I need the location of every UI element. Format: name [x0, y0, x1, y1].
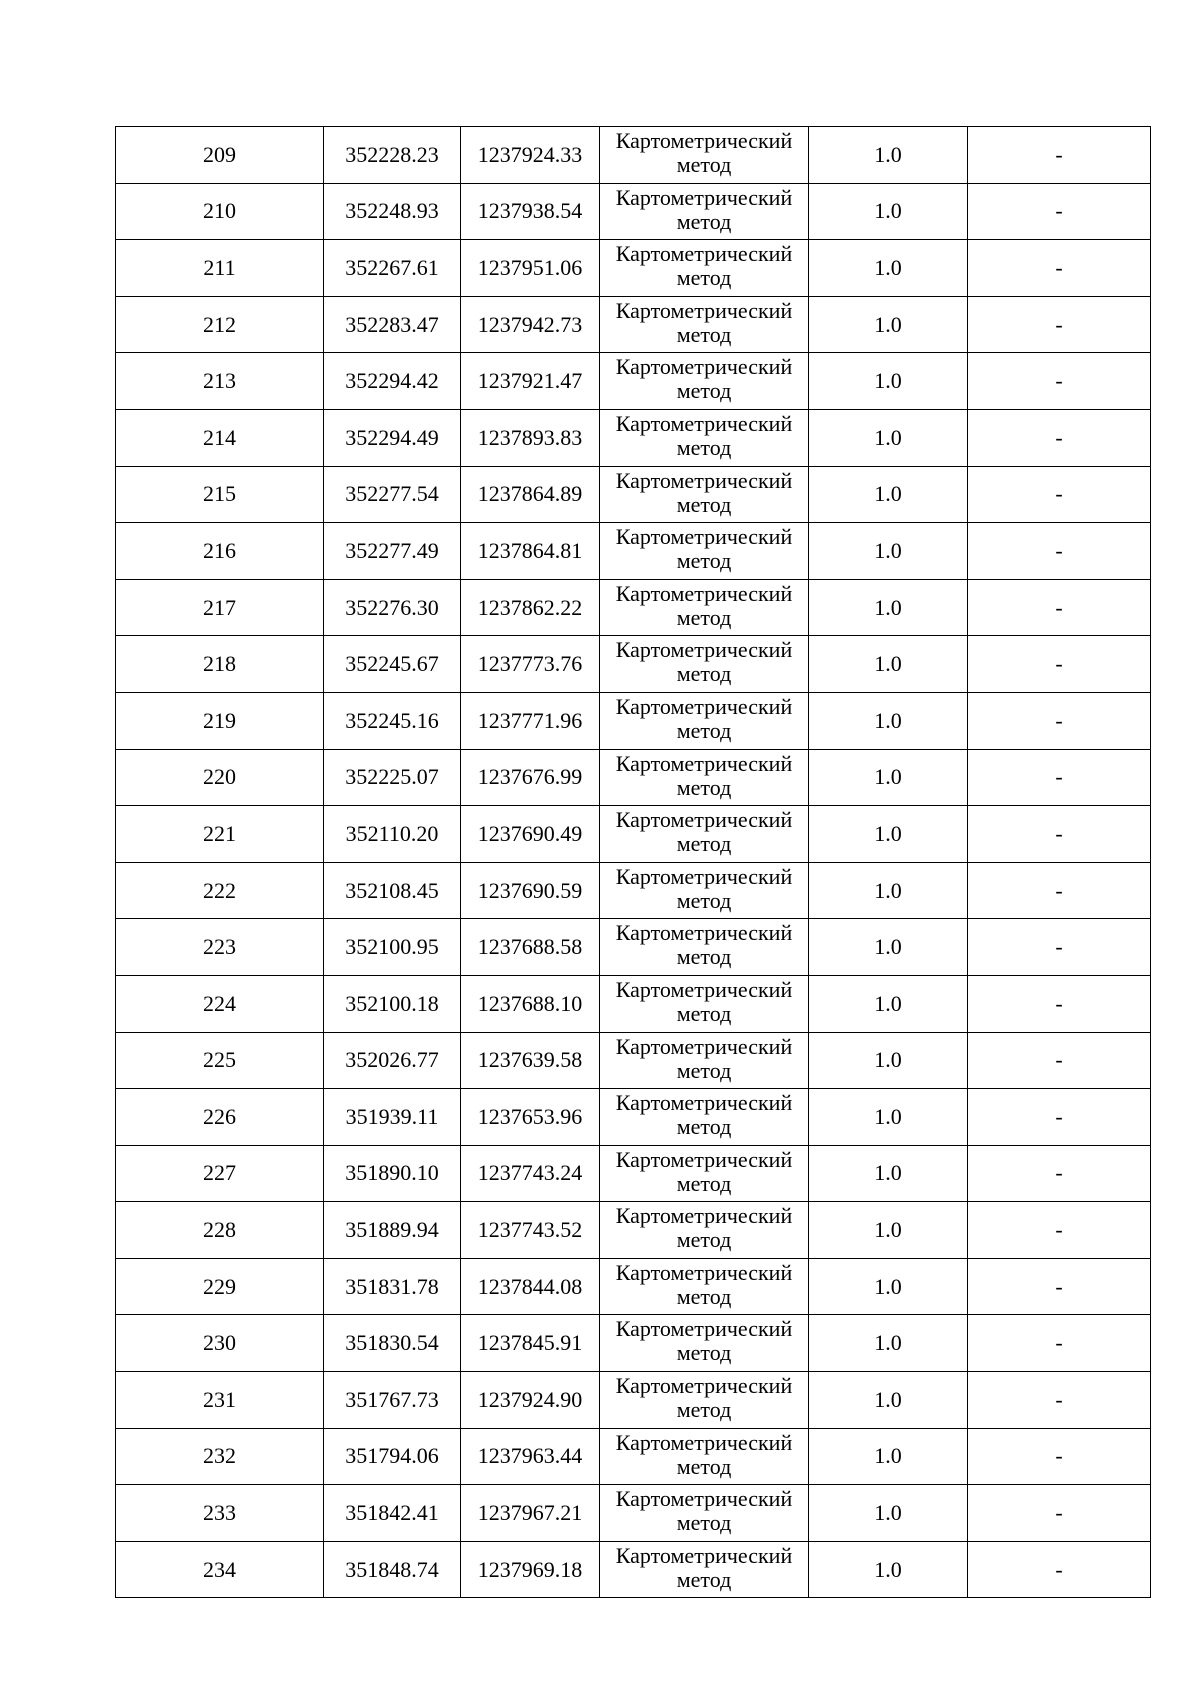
- method-cell: [600, 749, 809, 806]
- x-coordinate-cell: 351889.94: [324, 1202, 461, 1259]
- table-row: [116, 1258, 1151, 1315]
- coordinates-table: [115, 126, 1151, 1598]
- method-cell: [600, 353, 809, 410]
- point-number-cell: 225: [116, 1032, 324, 1089]
- accuracy-cell: 1.0: [809, 1258, 968, 1315]
- accuracy-cell: 1.0: [809, 183, 968, 240]
- note-cell: -: [968, 1202, 1151, 1259]
- method-line-2: метод: [676, 152, 732, 177]
- point-number-cell: 215: [116, 466, 324, 523]
- method-cell: [600, 1145, 809, 1202]
- accuracy-cell: 1.0: [809, 409, 968, 466]
- x-coordinate-cell: 351794.06: [324, 1428, 461, 1485]
- accuracy-cell: 1.0: [809, 1428, 968, 1485]
- note-cell: -: [968, 240, 1151, 297]
- table-row: [116, 1032, 1151, 1089]
- point-number-cell: 228: [116, 1202, 324, 1259]
- method-line-1: Картометрический: [615, 524, 793, 550]
- method-line-1: Картометрический: [615, 750, 793, 776]
- method-cell: [600, 1258, 809, 1315]
- note-cell: -: [968, 1541, 1151, 1598]
- method-line-2: метод: [676, 887, 732, 913]
- table-row: [116, 466, 1151, 523]
- method-line-1: Картометрический: [615, 467, 793, 493]
- note-cell: -: [968, 127, 1151, 184]
- method-line-1: Картометрический: [615, 184, 793, 210]
- method-line-2: метод: [676, 831, 732, 857]
- table-row: [116, 409, 1151, 466]
- method-line-1: Картометрический: [615, 241, 793, 267]
- table-row: [116, 523, 1151, 580]
- x-coordinate-cell: 352277.49: [324, 523, 461, 580]
- table-row: [116, 862, 1151, 919]
- method-line-2: метод: [676, 944, 732, 970]
- method-line-2: метод: [676, 1227, 732, 1253]
- method-cell: [600, 409, 809, 466]
- method-line-2: метод: [676, 321, 732, 347]
- point-number-cell: 217: [116, 579, 324, 636]
- y-coordinate-cell: 1237951.06: [461, 240, 600, 297]
- method-line-1: Картометрический: [615, 297, 793, 323]
- table-row: [116, 806, 1151, 863]
- accuracy-cell: 1.0: [809, 579, 968, 636]
- x-coordinate-cell: 351848.74: [324, 1541, 461, 1598]
- method-line-2: метод: [676, 1057, 732, 1083]
- note-cell: -: [968, 1145, 1151, 1202]
- table-row: [116, 296, 1151, 353]
- y-coordinate-cell: 1237653.96: [461, 1089, 600, 1146]
- x-coordinate-cell: 351939.11: [324, 1089, 461, 1146]
- accuracy-cell: 1.0: [809, 919, 968, 976]
- method-cell: [600, 919, 809, 976]
- method-line-1: Картометрический: [615, 1203, 793, 1229]
- x-coordinate-cell: 351890.10: [324, 1145, 461, 1202]
- table-row: [116, 1202, 1151, 1259]
- accuracy-cell: 1.0: [809, 975, 968, 1032]
- table-row: [116, 353, 1151, 410]
- point-number-cell: 229: [116, 1258, 324, 1315]
- method-line-1: Картометрический: [615, 1373, 793, 1399]
- x-coordinate-cell: 352277.54: [324, 466, 461, 523]
- method-line-1: Картометрический: [615, 863, 793, 889]
- note-cell: -: [968, 523, 1151, 580]
- method-line-2: метод: [676, 1000, 732, 1026]
- method-cell: [600, 636, 809, 693]
- y-coordinate-cell: 1237743.52: [461, 1202, 600, 1259]
- method-line-1: Картометрический: [615, 1429, 793, 1455]
- table-row: [116, 240, 1151, 297]
- method-cell: [600, 1032, 809, 1089]
- note-cell: -: [968, 1372, 1151, 1429]
- note-cell: -: [968, 1032, 1151, 1089]
- method-line-2: метод: [676, 1397, 732, 1423]
- method-line-2: метод: [676, 548, 732, 574]
- table-row: [116, 749, 1151, 806]
- method-line-2: метод: [676, 1170, 732, 1196]
- y-coordinate-cell: 1237893.83: [461, 409, 600, 466]
- accuracy-cell: 1.0: [809, 749, 968, 806]
- method-line-2: метод: [676, 1566, 732, 1592]
- y-coordinate-cell: 1237688.10: [461, 975, 600, 1032]
- note-cell: -: [968, 636, 1151, 693]
- accuracy-cell: 1.0: [809, 353, 968, 410]
- method-line-1: Картометрический: [615, 1146, 793, 1172]
- method-line-1: Картометрический: [615, 580, 793, 606]
- note-cell: -: [968, 806, 1151, 863]
- method-line-2: метод: [676, 661, 732, 687]
- accuracy-cell: 1.0: [809, 1032, 968, 1089]
- note-cell: -: [968, 1428, 1151, 1485]
- point-number-cell: 231: [116, 1372, 324, 1429]
- x-coordinate-cell: 351767.73: [324, 1372, 461, 1429]
- x-coordinate-cell: 352100.95: [324, 919, 461, 976]
- method-line-1: Картометрический: [615, 1033, 793, 1059]
- y-coordinate-cell: 1237676.99: [461, 749, 600, 806]
- note-cell: -: [968, 919, 1151, 976]
- method-line-1: Картометрический: [615, 920, 793, 946]
- y-coordinate-cell: 1237845.91: [461, 1315, 600, 1372]
- note-cell: -: [968, 1258, 1151, 1315]
- point-number-cell: 220: [116, 749, 324, 806]
- y-coordinate-cell: 1237864.81: [461, 523, 600, 580]
- accuracy-cell: 1.0: [809, 636, 968, 693]
- x-coordinate-cell: 352228.23: [324, 127, 461, 184]
- method-cell: [600, 1485, 809, 1542]
- x-coordinate-cell: 352248.93: [324, 183, 461, 240]
- accuracy-cell: 1.0: [809, 1145, 968, 1202]
- y-coordinate-cell: 1237844.08: [461, 1258, 600, 1315]
- y-coordinate-cell: 1237864.89: [461, 466, 600, 523]
- method-line-1: Картометрический: [615, 128, 793, 153]
- note-cell: -: [968, 353, 1151, 410]
- point-number-cell: 232: [116, 1428, 324, 1485]
- accuracy-cell: 1.0: [809, 1202, 968, 1259]
- method-line-1: Картометрический: [615, 1090, 793, 1116]
- note-cell: -: [968, 466, 1151, 523]
- point-number-cell: 226: [116, 1089, 324, 1146]
- point-number-cell: 223: [116, 919, 324, 976]
- method-cell: [600, 1428, 809, 1485]
- method-cell: [600, 1372, 809, 1429]
- method-line-1: Картометрический: [615, 976, 793, 1002]
- method-cell: [600, 975, 809, 1032]
- table-row: [116, 692, 1151, 749]
- point-number-cell: 230: [116, 1315, 324, 1372]
- method-line-2: метод: [676, 1340, 732, 1366]
- table-row: [116, 127, 1151, 184]
- point-number-cell: 224: [116, 975, 324, 1032]
- method-cell: [600, 127, 809, 184]
- point-number-cell: 233: [116, 1485, 324, 1542]
- note-cell: -: [968, 749, 1151, 806]
- point-number-cell: 219: [116, 692, 324, 749]
- table-row: [116, 1428, 1151, 1485]
- x-coordinate-cell: 352245.16: [324, 692, 461, 749]
- y-coordinate-cell: 1237639.58: [461, 1032, 600, 1089]
- method-line-1: Картометрический: [615, 1316, 793, 1342]
- y-coordinate-cell: 1237967.21: [461, 1485, 600, 1542]
- method-line-2: метод: [676, 1283, 732, 1309]
- y-coordinate-cell: 1237771.96: [461, 692, 600, 749]
- y-coordinate-cell: 1237690.49: [461, 806, 600, 863]
- y-coordinate-cell: 1237690.59: [461, 862, 600, 919]
- x-coordinate-cell: 352294.42: [324, 353, 461, 410]
- method-line-1: Картометрический: [615, 807, 793, 833]
- method-cell: [600, 1315, 809, 1372]
- coordinates-table-body: [116, 127, 1151, 1598]
- note-cell: -: [968, 409, 1151, 466]
- point-number-cell: 234: [116, 1541, 324, 1598]
- method-cell: [600, 1202, 809, 1259]
- method-line-1: Картометрический: [615, 1542, 793, 1568]
- method-line-2: метод: [676, 1453, 732, 1479]
- method-cell: [600, 296, 809, 353]
- accuracy-cell: 1.0: [809, 1485, 968, 1542]
- accuracy-cell: 1.0: [809, 806, 968, 863]
- x-coordinate-cell: 352100.18: [324, 975, 461, 1032]
- method-line-2: метод: [676, 1114, 732, 1140]
- method-line-2: метод: [676, 491, 732, 517]
- y-coordinate-cell: 1237862.22: [461, 579, 600, 636]
- y-coordinate-cell: 1237773.76: [461, 636, 600, 693]
- note-cell: -: [968, 1485, 1151, 1542]
- x-coordinate-cell: 352276.30: [324, 579, 461, 636]
- x-coordinate-cell: 352225.07: [324, 749, 461, 806]
- y-coordinate-cell: 1237938.54: [461, 183, 600, 240]
- method-line-2: метод: [676, 774, 732, 800]
- method-line-2: метод: [676, 604, 732, 630]
- table-row: [116, 1541, 1151, 1598]
- method-cell: [600, 579, 809, 636]
- method-line-2: метод: [676, 1510, 732, 1536]
- accuracy-cell: 1.0: [809, 692, 968, 749]
- table-row: [116, 919, 1151, 976]
- table-row: [116, 975, 1151, 1032]
- point-number-cell: 210: [116, 183, 324, 240]
- accuracy-cell: 1.0: [809, 1089, 968, 1146]
- y-coordinate-cell: 1237963.44: [461, 1428, 600, 1485]
- table-row: [116, 1315, 1151, 1372]
- x-coordinate-cell: 351842.41: [324, 1485, 461, 1542]
- note-cell: -: [968, 692, 1151, 749]
- method-line-1: Картометрический: [615, 693, 793, 719]
- accuracy-cell: 1.0: [809, 862, 968, 919]
- x-coordinate-cell: 352026.77: [324, 1032, 461, 1089]
- y-coordinate-cell: 1237942.73: [461, 296, 600, 353]
- method-line-1: Картометрический: [615, 1259, 793, 1285]
- table-row: [116, 1372, 1151, 1429]
- point-number-cell: 212: [116, 296, 324, 353]
- method-line-1: Картометрический: [615, 410, 793, 436]
- x-coordinate-cell: 352267.61: [324, 240, 461, 297]
- point-number-cell: 227: [116, 1145, 324, 1202]
- note-cell: -: [968, 183, 1151, 240]
- point-number-cell: 214: [116, 409, 324, 466]
- accuracy-cell: 1.0: [809, 296, 968, 353]
- accuracy-cell: 1.0: [809, 1372, 968, 1429]
- method-line-1: Картометрический: [615, 637, 793, 663]
- y-coordinate-cell: 1237924.90: [461, 1372, 600, 1429]
- accuracy-cell: 1.0: [809, 523, 968, 580]
- method-line-2: метод: [676, 378, 732, 404]
- method-cell: [600, 806, 809, 863]
- y-coordinate-cell: 1237924.33: [461, 127, 600, 184]
- y-coordinate-cell: 1237688.58: [461, 919, 600, 976]
- method-cell: [600, 862, 809, 919]
- point-number-cell: 221: [116, 806, 324, 863]
- point-number-cell: 222: [116, 862, 324, 919]
- method-cell: [600, 466, 809, 523]
- method-line-2: метод: [676, 717, 732, 743]
- method-cell: [600, 692, 809, 749]
- note-cell: -: [968, 862, 1151, 919]
- method-line-1: Картометрический: [615, 354, 793, 380]
- note-cell: -: [968, 579, 1151, 636]
- note-cell: -: [968, 975, 1151, 1032]
- note-cell: -: [968, 296, 1151, 353]
- accuracy-cell: 1.0: [809, 127, 968, 184]
- method-cell: [600, 240, 809, 297]
- x-coordinate-cell: 352245.67: [324, 636, 461, 693]
- point-number-cell: 216: [116, 523, 324, 580]
- table-row: [116, 1485, 1151, 1542]
- method-line-2: метод: [676, 265, 732, 291]
- accuracy-cell: 1.0: [809, 240, 968, 297]
- method-line-2: метод: [676, 208, 732, 234]
- note-cell: -: [968, 1089, 1151, 1146]
- table-row: [116, 636, 1151, 693]
- y-coordinate-cell: 1237921.47: [461, 353, 600, 410]
- x-coordinate-cell: 352283.47: [324, 296, 461, 353]
- accuracy-cell: 1.0: [809, 466, 968, 523]
- method-cell: [600, 523, 809, 580]
- accuracy-cell: 1.0: [809, 1541, 968, 1598]
- x-coordinate-cell: 352110.20: [324, 806, 461, 863]
- method-line-2: метод: [676, 434, 732, 460]
- method-cell: [600, 1541, 809, 1598]
- note-cell: -: [968, 1315, 1151, 1372]
- table-row: [116, 579, 1151, 636]
- y-coordinate-cell: 1237743.24: [461, 1145, 600, 1202]
- point-number-cell: 209: [116, 127, 324, 184]
- x-coordinate-cell: 352294.49: [324, 409, 461, 466]
- method-cell: [600, 183, 809, 240]
- y-coordinate-cell: 1237969.18: [461, 1541, 600, 1598]
- table-row: [116, 1089, 1151, 1146]
- accuracy-cell: 1.0: [809, 1315, 968, 1372]
- point-number-cell: 218: [116, 636, 324, 693]
- method-line-1: Картометрический: [615, 1486, 793, 1512]
- point-number-cell: 211: [116, 240, 324, 297]
- x-coordinate-cell: 351830.54: [324, 1315, 461, 1372]
- point-number-cell: 213: [116, 353, 324, 410]
- x-coordinate-cell: 351831.78: [324, 1258, 461, 1315]
- method-cell: [600, 1089, 809, 1146]
- table-row: [116, 1145, 1151, 1202]
- table-row: [116, 183, 1151, 240]
- x-coordinate-cell: 352108.45: [324, 862, 461, 919]
